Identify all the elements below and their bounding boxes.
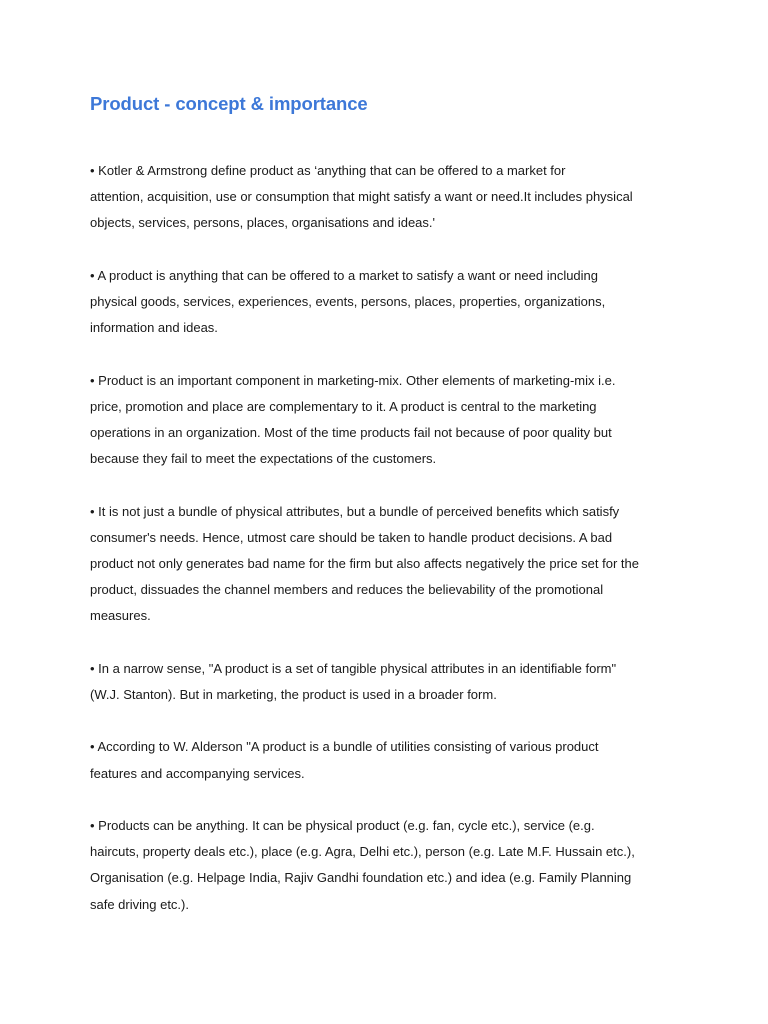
paragraph-line: safe driving etc.).	[90, 896, 189, 912]
paragraph-line: consumer's needs. Hence, utmost care should be taken to handle product decisions. A bad	[90, 529, 613, 545]
paragraph-line: physical goods, services, experiences, events, persons, places, properties, organizations,	[90, 294, 606, 309]
paragraph-line: because they fail to meet the expectations of the customers.	[90, 451, 437, 467]
paragraph	[90, 813, 680, 918]
paragraph-line: • According to W. Alderson "A product is a bundle of utilities consisting of various product	[90, 739, 599, 755]
paragraph-line: features and accompanying services.	[90, 765, 305, 781]
paragraph-line: measures.	[90, 608, 151, 624]
paragraph-line: • Kotler & Armstrong define product as ‘anything that can be offered to a market for	[90, 163, 566, 178]
paragraph-line: Organisation (e.g. Helpage India, Rajiv Gandhi foundation etc.) and idea (e.g. Family Planning	[90, 870, 632, 886]
page-title: Product - concept & importance	[90, 93, 368, 114]
paragraph-line: • It is not just a bundle of physical attributes, but a bundle of perceived benefits which satisfy	[90, 503, 620, 519]
paragraph-line: • Product is an important component in marketing-mix. Other elements of marketing-mix i.e.	[90, 372, 616, 388]
paragraph-line: price, promotion and place are complementary to it. A product is central to the marketing	[90, 398, 597, 414]
document-body	[90, 158, 680, 918]
paragraph-line: product, dissuades the channel members and reduces the believability of the promotional	[90, 582, 604, 598]
paragraph-line: (W.J. Stanton). But in marketing, the product is used in a broader form.	[90, 687, 497, 702]
paragraph	[90, 158, 680, 237]
paragraph	[90, 656, 680, 708]
paragraph-line: • A product is anything that can be offered to a market to satisfy a want or need including	[90, 267, 599, 283]
paragraph-line: attention, acquisition, use or consumption that might satisfy a want or need.It includes physical	[90, 189, 633, 205]
paragraph-line: • In a narrow sense, "A product is a set of tangible physical attributes in an identifiable form"	[90, 660, 617, 676]
paragraph-line: information and ideas.	[90, 320, 218, 336]
paragraph-line: product not only generates bad name for the firm but also affects negatively the price set for the	[90, 556, 639, 571]
paragraph-line: • Products can be anything. It can be physical product (e.g. fan, cycle etc.), service (e.g.	[90, 817, 595, 833]
paragraph	[90, 734, 680, 786]
paragraph-line: operations in an organization. Most of the time products fail not because of poor quality but	[90, 425, 612, 440]
paragraph	[90, 499, 680, 630]
paragraph-line: haircuts, property deals etc.), place (e.g. Agra, Delhi etc.), person (e.g. Late M.F. Hussain etc.),	[90, 844, 635, 860]
paragraph	[90, 263, 680, 342]
paragraph	[90, 368, 680, 473]
paragraph-line: objects, services, persons, places, organisations and ideas.'	[90, 215, 436, 231]
